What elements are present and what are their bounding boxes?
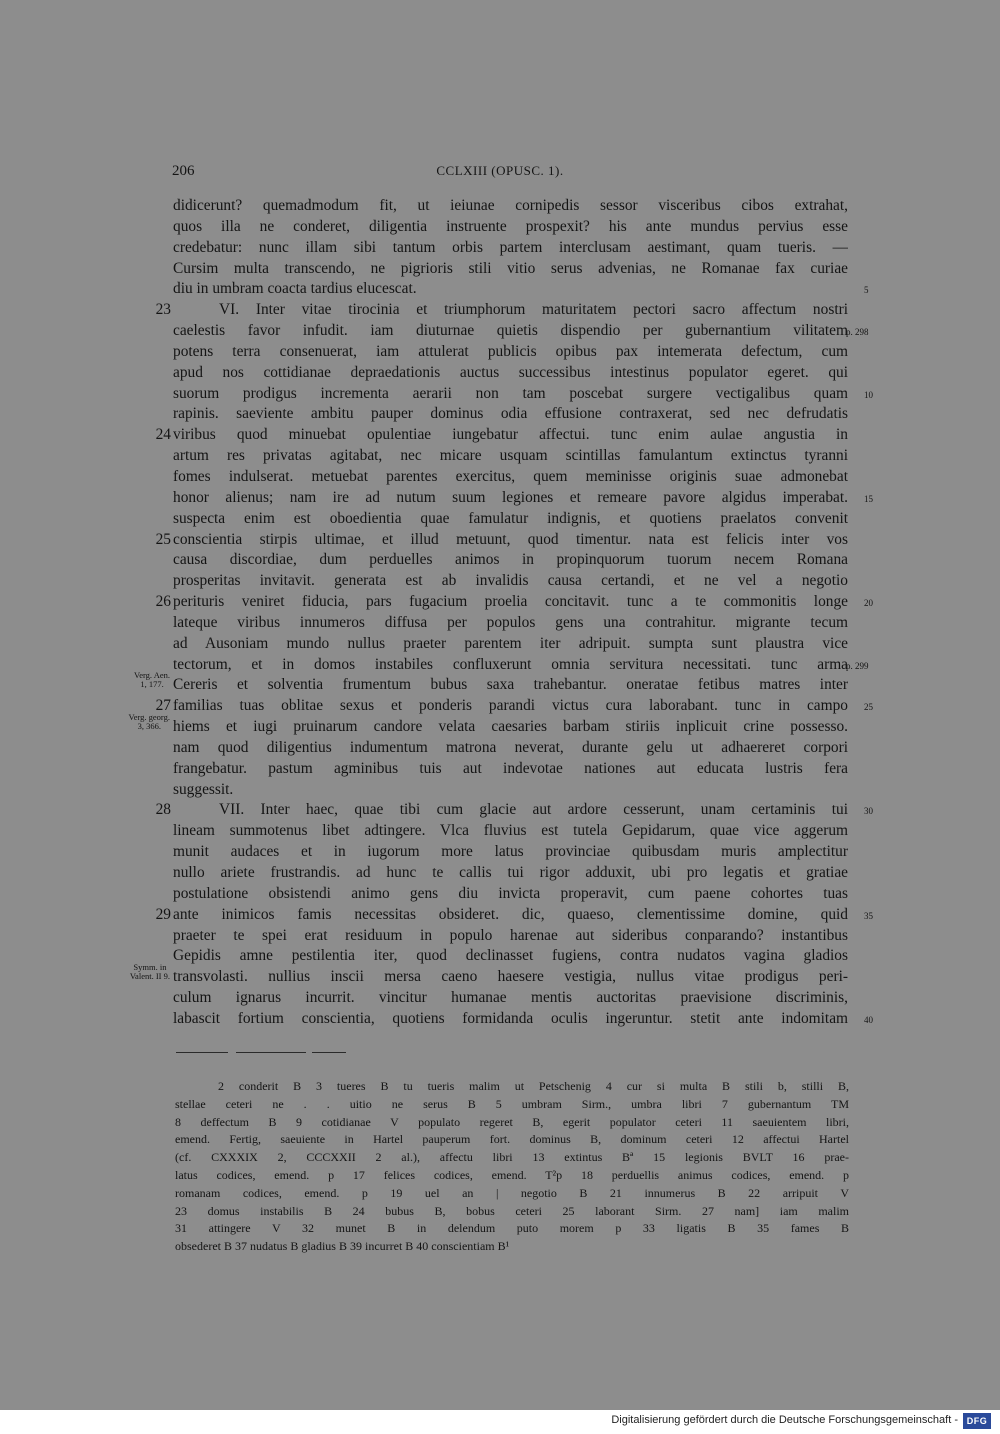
- line-text: didicerunt? quemadmodum fit, ut ieiunae cornipedis sessor visceribus cibos extrahat,: [173, 197, 848, 214]
- line-text: lateque viribus innumeros diffusa per populos gens una contrahitur. migrante tecum: [173, 613, 848, 631]
- line-count-marker: 10: [864, 389, 873, 400]
- page-reference-marker: p. 299: [846, 660, 869, 671]
- text-line: [0, 259, 1000, 280]
- text-line: [0, 321, 1000, 342]
- apparatus-line: latus codices, emend. p 17 felices codices, emend. T²p 18 perduellis animus codices, emend. p: [175, 1167, 849, 1182]
- text-line: [0, 759, 1000, 780]
- text-line: [0, 738, 1000, 759]
- line-count-marker: 20: [864, 598, 873, 609]
- page-number: 206: [172, 163, 195, 179]
- text-line: [0, 342, 1000, 363]
- text-line: [0, 196, 1000, 217]
- text-line: [0, 404, 1000, 425]
- line-text: suggessit.: [173, 780, 234, 798]
- text-line: [0, 238, 1000, 259]
- text-line: [0, 712, 1000, 738]
- line-text: credebatur: nunc illam sibi tantum orbis partem interclusam aestimant, quam tueris. —: [173, 238, 848, 256]
- line-text: frangebatur. pastum agminibus tuis aut indevotae nationes aut educata lustris fera: [173, 759, 848, 777]
- line-text: causa discordiae, dum perduelles animos in propinquorum tuorum necem Romana: [173, 551, 848, 569]
- line-text: familias tuas oblitae sexus et ponderis parandi victus cura laborabant. tunc in campo: [173, 697, 848, 715]
- line-text: diu in umbram coacta tardius elucescat.: [173, 280, 417, 298]
- text-line: [0, 509, 1000, 530]
- line-text: postulatione obsistendi animo gens diu invicta properavit, cum paene cohortes tuas: [173, 884, 848, 902]
- line-text: praeter te spei erat residuum in populo harenae aut sideribus conparando? instantibus: [173, 926, 848, 944]
- page-reference-marker: p. 298: [846, 327, 869, 338]
- line-text: apud nos cottidianae depraedationis auctus successibus intestinus populator egeret. qui: [173, 363, 848, 381]
- line-text: perituris veniret fiducia, pars fugacium proelia concitavit. tunc a te commonitis longe: [173, 593, 848, 611]
- section-number: 29: [155, 905, 171, 923]
- text-line: [0, 425, 1000, 446]
- line-text: VI. Inter vitae tirocinia et triumphorum maturitatem pectori sacro affectum nostri: [219, 301, 848, 319]
- line-text: quos illa ne conderet, diligentia instruente prospexit? his ante mundus pervius esse: [173, 217, 848, 235]
- text-line: [0, 780, 1000, 801]
- footer-bar: [0, 1410, 1000, 1434]
- line-text: caelestis favor infudit. iam diuturnae quietis dispendio per gubernantium vilitatem: [173, 322, 848, 340]
- line-text: lineam summotenus libet adtingere. Vlca fluvius est tutela Gepidarum, quae vice aggerum: [173, 822, 848, 840]
- line-text: ad Ausoniam mundo nullus praeter parentem iter adripuit. sumpta sunt plaustra vice: [173, 634, 848, 652]
- section-number: 28: [155, 801, 171, 819]
- page-header: [0, 160, 1000, 182]
- line-text: nam quod diligentius indumentum matrona neverat, durante gelu ut adhaereret corpori: [173, 738, 848, 756]
- apparatus-line: 23 domus instabilis B 24 bubus B, bobus ceteri 25 laborant Sirm. 27 nam] iam malim: [175, 1203, 849, 1218]
- apparatus-line: 8 deffectum B 9 cotidianae V populato regeret B, egerit populator ceteri 11 saeuientem libri,: [175, 1114, 849, 1129]
- source-citation: Verg. Aen. 1, 177.: [134, 670, 170, 690]
- text-line: [0, 592, 1000, 613]
- line-text: ante inimicos famis necessitas obsideret. dic, quaeso, clementissime domine, quid: [173, 905, 848, 923]
- apparatus-line: (cf. CXXXIX 2, CCCXXII 2 al.), affectu libri 13 extintus Bª 15 legionis BVLT 16 prae-: [175, 1150, 849, 1165]
- text-line: [0, 905, 1000, 926]
- footnote-rule: [312, 1052, 346, 1053]
- text-line: [0, 300, 1000, 321]
- line-text: culum ignarus incurrit. vincitur humanae mentis auctoritas praevisione discriminis,: [173, 989, 848, 1007]
- line-text: labascit fortium conscientia, quotiens formidanda oculis ingeruntur. stetit ante indomitam: [173, 1009, 848, 1027]
- text-line: [0, 634, 1000, 655]
- funding-notice: Digitalisierung gefördert durch die Deutsche Forschungsgemeinschaft -: [611, 1414, 958, 1426]
- text-line: [0, 670, 1000, 696]
- line-text: suorum prodigus incrementa aerarii non tam poscebat surgere vectigalibus quam: [173, 384, 848, 402]
- line-text: artum res privatas agitabat, nec micare usquam scintillas famulantum extinctus tyranni: [173, 447, 848, 465]
- text-line: [0, 530, 1000, 551]
- text-line: [0, 962, 1000, 988]
- critical-apparatus: [0, 1078, 1000, 1256]
- line-text: hiems et iugi pruinarum candore velata caesaries barbam stiriis inplicuit crine possesso.: [173, 718, 848, 736]
- line-count-marker: 25: [864, 702, 873, 713]
- line-count-marker: 5: [864, 285, 869, 296]
- line-count-marker: 40: [864, 1014, 873, 1025]
- text-line: [0, 863, 1000, 884]
- line-text: suspecta enim est oboedientia quae famulatur indignis, et quotiens praelatos convenit: [173, 509, 848, 527]
- line-text: viribus quod minuebat opulentiae iungebatur affectui. tunc enim aulae angustia in: [173, 426, 848, 444]
- source-citation: Verg. georg. 3, 366.: [128, 712, 170, 732]
- text-line: [0, 446, 1000, 467]
- text-line: [0, 1009, 1000, 1030]
- footnote-rule: [236, 1052, 306, 1053]
- text-line: [0, 217, 1000, 238]
- source-citation: Symm. in Valent. II 9.: [129, 962, 170, 982]
- text-line: [0, 571, 1000, 592]
- line-text: rapinis. saeviente ambitu pauper dominus odia effusione contraxerat, sed nec defrudatis: [173, 405, 848, 423]
- line-text: munit audaces et in iugorum more latus provinciae quibusdam muris amplectitur: [173, 843, 848, 861]
- text-line: [0, 988, 1000, 1009]
- text-line: [0, 279, 1000, 300]
- main-text: [0, 196, 1000, 1030]
- line-text: VII. Inter haec, quae tibi cum glacie aut ardore cesserunt, unam certaminis tui: [219, 801, 848, 819]
- line-count-marker: 30: [864, 806, 873, 817]
- line-count-marker: 35: [864, 910, 873, 921]
- section-number: 26: [155, 593, 171, 611]
- dfg-logo: DFG: [963, 1413, 991, 1429]
- section-number: 25: [155, 530, 171, 548]
- line-text: conscientia stirpis ultimae, et illud metuunt, quod timentur. nata est felicis inter vos: [173, 530, 848, 548]
- running-title: CCLXIII (OPUSC. 1).: [436, 163, 564, 178]
- line-text: Gepidis amne pestilentia iter, quod declinasset fugiens, contra nudatos vagina gladios: [173, 947, 848, 965]
- text-line: [0, 821, 1000, 842]
- line-text: Cereris et solventia frumentum bubus saxa trahebantur. oneratae fetibus matres inter: [173, 676, 848, 694]
- line-text: tectorum, et in domos instabiles confluxerunt omnia servitura necessitati. tunc arma: [173, 655, 848, 673]
- apparatus-line: emend. Fertig, saeuiente in Hartel pauperum fort. dominus B, dominum ceteri 12 affectui Hartel: [175, 1132, 849, 1147]
- text-line: [0, 884, 1000, 905]
- section-number: 23: [155, 301, 171, 319]
- text-line: [0, 926, 1000, 947]
- line-text: Cursim multa transcendo, ne pigrioris stili vitio serus advenias, ne Romanae fax curiae: [173, 259, 848, 277]
- text-line: [0, 842, 1000, 863]
- apparatus-line: 31 attingere V 32 munet B in delendum puto morem p 33 ligatis B 35 fames B: [175, 1221, 849, 1236]
- text-line: [0, 467, 1000, 488]
- line-count-marker: 15: [864, 493, 873, 504]
- line-text: potens terra consenuerat, iam attulerat publicis opibus pax intemerata defectum, cum: [173, 342, 848, 360]
- text-line: [0, 613, 1000, 634]
- line-text: honor alienus; nam ire ad nutum suum legiones et remeare pavore algidus imperabat.: [173, 488, 848, 506]
- text-line: [0, 363, 1000, 384]
- footnote-rule: [176, 1052, 228, 1053]
- line-text: fomes indulserat. metuebat parentes exercitus, quem meminisse originis suae admonebat: [173, 467, 848, 485]
- section-number: 27: [155, 697, 171, 715]
- text-line: [0, 800, 1000, 821]
- text-line: [0, 550, 1000, 571]
- line-text: prosperitas invitavit. generata est ab invalidis causa certandi, et ne vel a negotio: [173, 572, 848, 590]
- apparatus-line: romanam codices, emend. p 19 uel an | negotio B 21 innumerus B 22 arripuit V: [175, 1185, 849, 1200]
- line-text: nullo ariete frustrandis. ad hunc te callis tui rigor adduxit, ubi pro legatis et gratiae: [173, 864, 848, 881]
- line-text: transvolasti. nullius inscii mersa caeno haesere vestigia, nullus vitae prodigus peri-: [173, 968, 848, 986]
- apparatus-line: 2 conderit B 3 tueres B tu tueris malim ut Petschenig 4 cur si multa B stili b, stilli B,: [218, 1079, 849, 1093]
- apparatus-line: stellae ceteri ne . . uitio ne serus B 5 umbram Sirm., umbra libri 7 gubernantum TM: [175, 1096, 849, 1111]
- text-line: [0, 488, 1000, 509]
- section-number: 24: [155, 426, 171, 444]
- apparatus-line: obsederet B 37 nudatus B gladius B 39 incurret B 40 conscientiam B¹: [175, 1239, 510, 1254]
- text-line: [0, 384, 1000, 405]
